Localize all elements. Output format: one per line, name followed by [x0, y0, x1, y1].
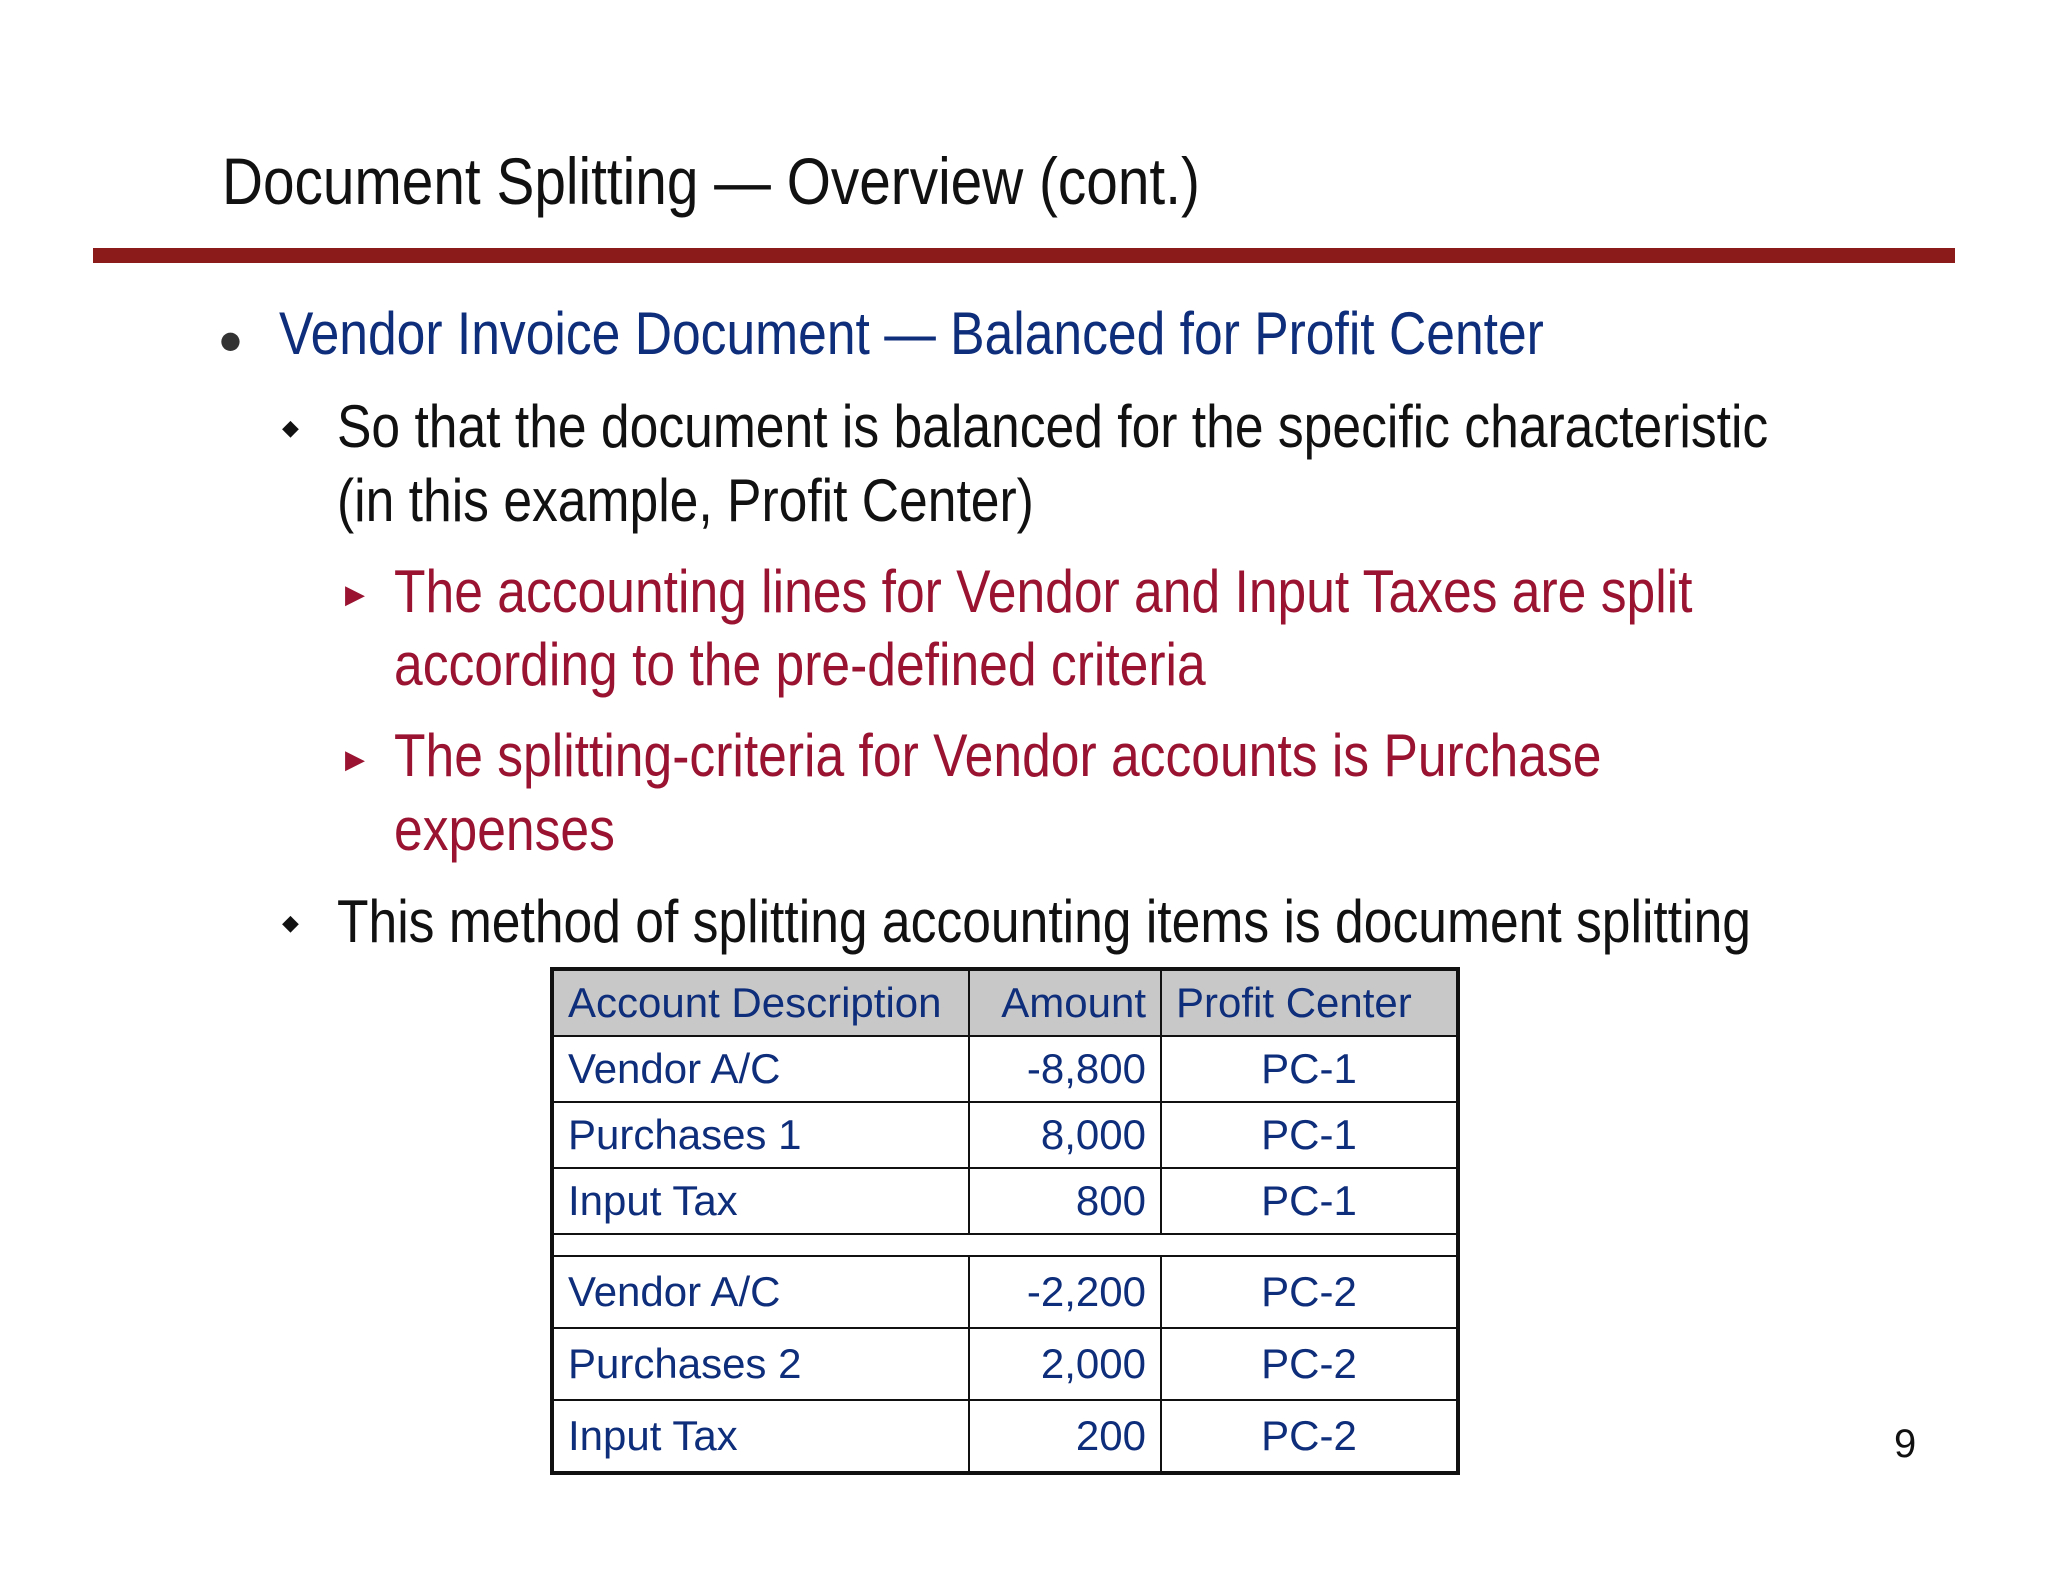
sub1-line1: The accounting lines for Vendor and Input Taxes are split [394, 558, 1693, 625]
table-header-row [552, 969, 1458, 1036]
sub2-line1: The splitting-criteria for Vendor accounts is Purchase [394, 722, 1602, 789]
profit-center-cell: PC-2 [1161, 1256, 1458, 1328]
group-separator-row [552, 1234, 1458, 1256]
profit-center-cell: PC-2 [1161, 1328, 1458, 1400]
slide-title: Document Splitting — Overview (cont.) [222, 144, 1200, 218]
account-description-cell: Purchases 2 [552, 1328, 969, 1400]
account-description-cell: Vendor A/C [552, 1256, 969, 1328]
column-header-account-description: Account Description [552, 969, 969, 1036]
point1-line1: So that the document is balanced for the specific characteristic [337, 393, 1769, 460]
table-row [552, 1036, 1458, 1102]
profit-center-cell: PC-2 [1161, 1400, 1458, 1473]
column-header-profit-center: Profit Center [1161, 969, 1458, 1036]
table-row [552, 1400, 1458, 1473]
point1-line2: (in this example, Profit Center) [337, 467, 1034, 534]
account-description-cell: Vendor A/C [552, 1036, 969, 1102]
amount-cell: 200 [969, 1400, 1161, 1473]
table-row [552, 1168, 1458, 1234]
title-divider [93, 248, 1955, 263]
amount-cell: -8,800 [969, 1036, 1161, 1102]
amount-cell: -2,200 [969, 1256, 1161, 1328]
profit-center-cell: PC-1 [1161, 1102, 1458, 1168]
amount-cell: 800 [969, 1168, 1161, 1234]
sub1-line2: according to the pre-defined criteria [394, 631, 1206, 698]
dot-bullet-icon: ● [220, 326, 241, 354]
profit-center-cell: PC-1 [1161, 1168, 1458, 1234]
diamond-bullet-icon: ◆ [282, 416, 299, 441]
column-header-amount: Amount [969, 969, 1161, 1036]
point2-line1: This method of splitting accounting items is document splitting [337, 888, 1751, 955]
sub2-line2: expenses [394, 796, 615, 863]
profit-center-cell: PC-1 [1161, 1036, 1458, 1102]
amount-cell: 2,000 [969, 1328, 1161, 1400]
account-description-cell: Input Tax [552, 1168, 969, 1234]
table-row [552, 1328, 1458, 1400]
document-splitting-table [550, 967, 1460, 1475]
bullet-heading-vendor-invoice: Vendor Invoice Document — Balanced for Profit Center [279, 300, 1544, 367]
diamond-bullet-icon: ◆ [282, 911, 299, 936]
account-description-cell: Input Tax [552, 1400, 969, 1473]
triangle-bullet-icon: ▶ [345, 745, 365, 775]
triangle-bullet-icon: ▶ [345, 580, 365, 610]
page-number: 9 [1894, 1422, 1917, 1466]
table-row [552, 1256, 1458, 1328]
table-row [552, 1102, 1458, 1168]
group-separator-cell [552, 1234, 1458, 1256]
amount-cell: 8,000 [969, 1102, 1161, 1168]
account-description-cell: Purchases 1 [552, 1102, 969, 1168]
